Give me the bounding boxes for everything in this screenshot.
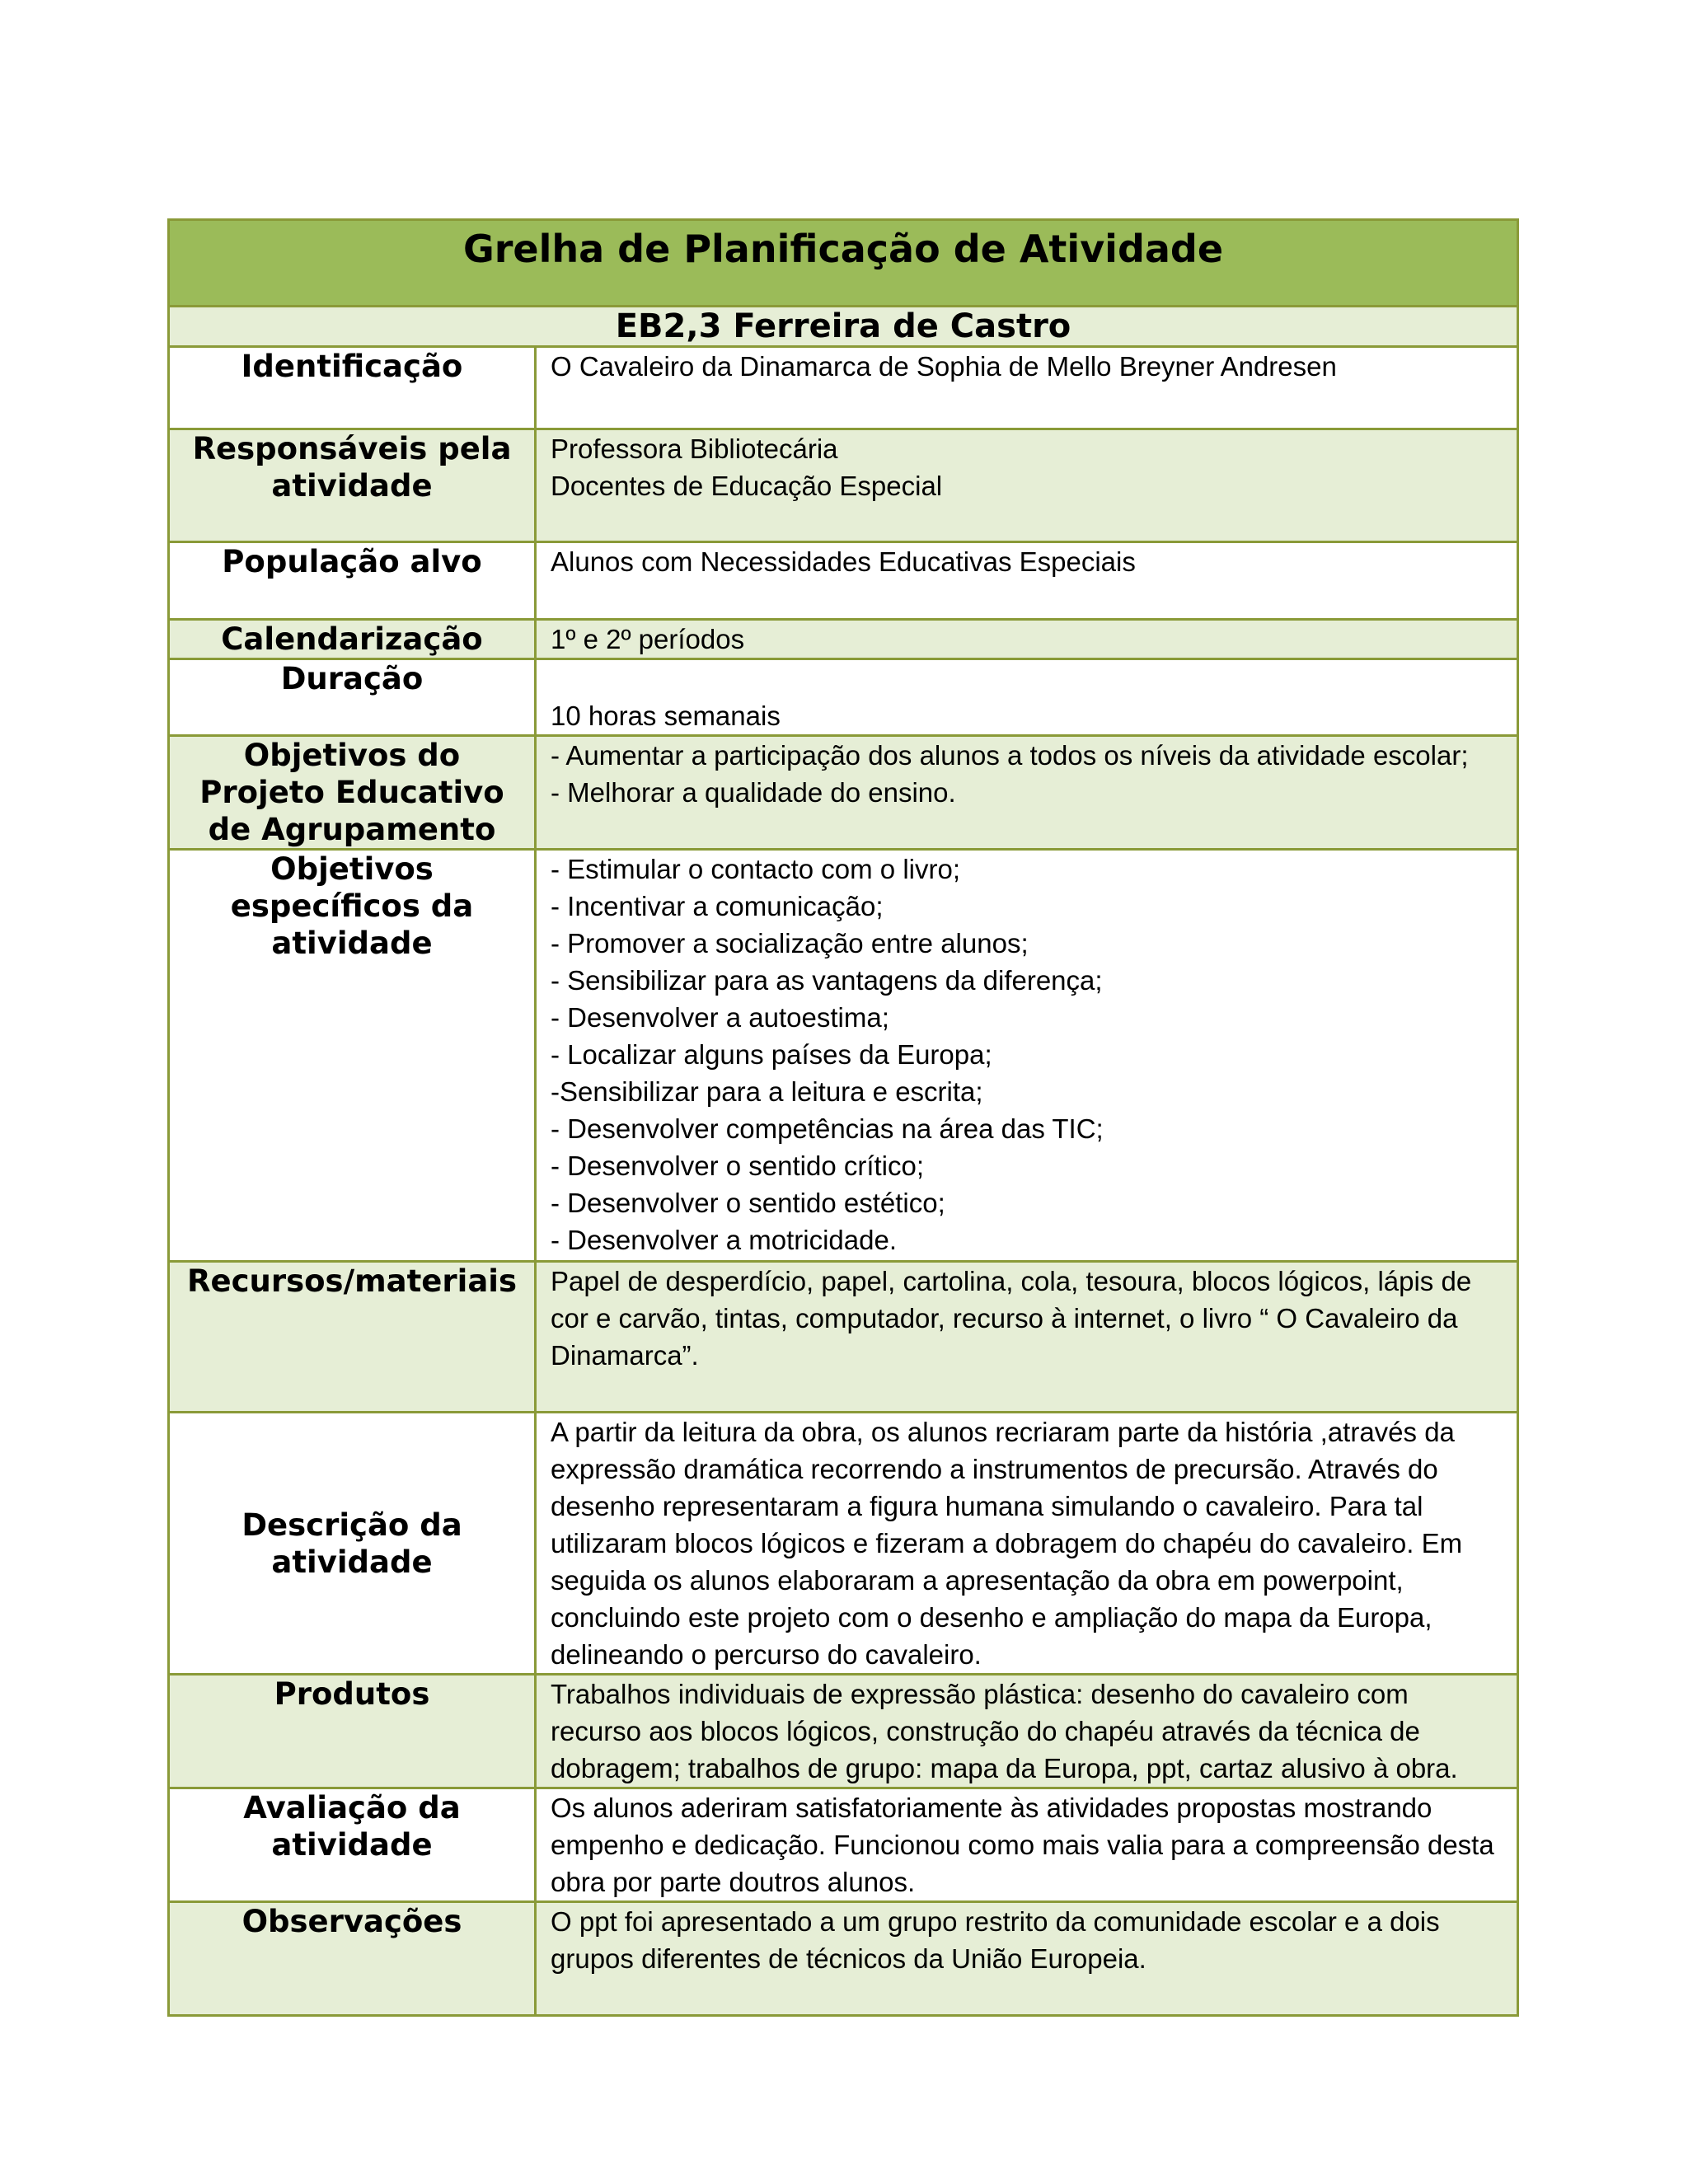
value-responsaveis: Professora Bibliotecária Docentes de Educação Especial xyxy=(536,429,1518,542)
label-descricao: Descrição da atividade xyxy=(169,1413,536,1675)
label-recursos: Recursos/materiais xyxy=(169,1262,536,1413)
row-identificacao xyxy=(169,347,1518,429)
title-cell xyxy=(169,220,1518,307)
value-observacoes: O ppt foi apresentado a um grupo restrito da comunidade escolar e a dois grupos diferentes de técnicos da União Europeia. xyxy=(536,1902,1518,2016)
title-row xyxy=(169,220,1518,307)
value-produtos: Trabalhos individuais de expressão plástica: desenho do cavaleiro com recurso aos blocos lógicos, construção do chapéu através da técnica de dobragem; trabalhos de grupo: mapa da Europa, ppt, cartaz alusivo à obra. xyxy=(536,1675,1518,1788)
list-item: - Localizar alguns países da Europa; xyxy=(551,1039,992,1070)
row-populacao xyxy=(169,542,1518,620)
value-descricao: A partir da leitura da obra, os alunos recriaram parte da história ,através da expressão dramática recorrendo a instrumentos de precursão. Através do desenho representaram a figura humana simulando o cavaleiro. Para tal utilizaram blocos lógicos e fizeram a dobragem do chapéu do cavaleiro. Em seguida os alunos elaboraram a apresentação da obra em powerpoint, concluindo este projeto com o desenho e ampliação do mapa da Europa, delineando o percurso do cavaleiro. xyxy=(536,1413,1518,1675)
label-observacoes: Observações xyxy=(169,1902,536,2016)
row-objetivos-especificos xyxy=(169,850,1518,1262)
label-objetivos-especificos: Objetivos específicos da atividade xyxy=(169,850,536,1262)
label-produtos: Produtos xyxy=(169,1675,536,1788)
row-recursos xyxy=(169,1262,1518,1413)
row-descricao xyxy=(169,1413,1518,1675)
label-duracao: Duração xyxy=(169,659,536,736)
row-produtos xyxy=(169,1675,1518,1788)
list-item: - Desenvolver o sentido estético; xyxy=(551,1188,945,1218)
document-title: Grelha de Planificação de Atividade xyxy=(462,227,1224,271)
value-objetivos-projeto: - Aumentar a participação dos alunos a todos os níveis da atividade escolar; - Melhorar a qualidade do ensino. xyxy=(536,736,1518,850)
value-avaliacao: Os alunos aderiram satisfatoriamente às atividades propostas mostrando empenho e dedicação. Funcionou como mais valia para a compreensão desta obra por parte doutros alunos. xyxy=(536,1788,1518,1902)
row-avaliacao xyxy=(169,1788,1518,1902)
row-observacoes xyxy=(169,1902,1518,2016)
value-duracao: 10 horas semanais xyxy=(536,659,1518,736)
list-item: - Promover a socialização entre alunos; xyxy=(551,928,1029,958)
value-objetivos-especificos xyxy=(536,850,1518,1262)
label-objetivos-projeto: Objetivos do Projeto Educativo de Agrupamento xyxy=(169,736,536,850)
school-cell xyxy=(169,307,1518,347)
planning-grid-table xyxy=(167,218,1519,2017)
list-item: - Desenvolver competências na área das TIC; xyxy=(551,1113,1104,1144)
list-item: - Incentivar a comunicação; xyxy=(551,891,884,921)
list-item: -Sensibilizar para a leitura e escrita; xyxy=(551,1076,983,1107)
row-duracao xyxy=(169,659,1518,736)
value-populacao: Alunos com Necessidades Educativas Especiais xyxy=(536,542,1518,620)
list-item: - Desenvolver o sentido crítico; xyxy=(551,1151,925,1181)
list-item: - Sensibilizar para as vantagens da diferença; xyxy=(551,965,1103,996)
school-row xyxy=(169,307,1518,347)
list-item: - Estimular o contacto com o livro; xyxy=(551,854,960,884)
list-item: - Desenvolver a autoestima; xyxy=(551,1002,889,1033)
value-identificacao: O Cavaleiro da Dinamarca de Sophia de Mello Breyner Andresen xyxy=(536,347,1518,429)
label-identificacao: Identificação xyxy=(169,347,536,429)
row-objetivos-projeto xyxy=(169,736,1518,850)
school-name: EB2,3 Ferreira de Castro xyxy=(615,307,1071,345)
label-avaliacao: Avaliação da atividade xyxy=(169,1788,536,1902)
row-calendarizacao xyxy=(169,620,1518,659)
label-calendarizacao: Calendarização xyxy=(169,620,536,659)
row-responsaveis xyxy=(169,429,1518,542)
value-calendarizacao: 1º e 2º períodos xyxy=(536,620,1518,659)
label-responsaveis: Responsáveis pela atividade xyxy=(169,429,536,542)
value-recursos: Papel de desperdício, papel, cartolina, cola, tesoura, blocos lógicos, lápis de cor e carvão, tintas, computador, recurso à internet, o livro “ O Cavaleiro da Dinamarca”. xyxy=(536,1262,1518,1413)
label-populacao: População alvo xyxy=(169,542,536,620)
list-item: - Desenvolver a motricidade. xyxy=(551,1225,898,1255)
